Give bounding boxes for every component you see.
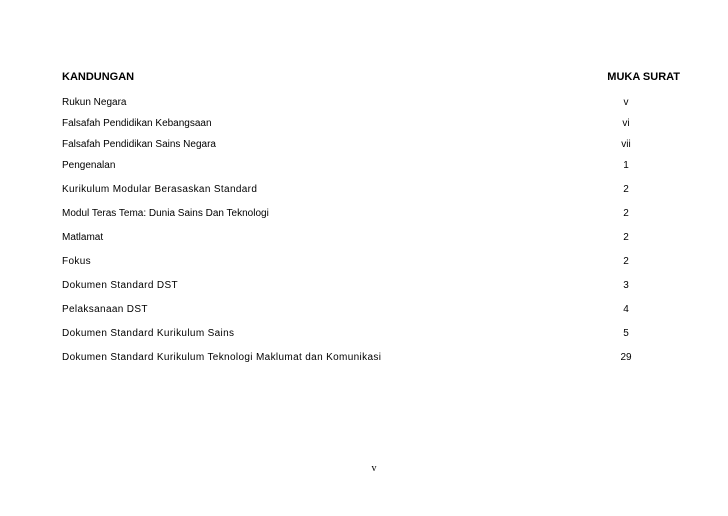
toc-entry-page: 2 xyxy=(623,208,629,219)
page-number: v xyxy=(371,463,377,474)
toc-entry-page: vi xyxy=(622,118,630,129)
toc-list xyxy=(62,92,662,371)
toc-header xyxy=(62,70,680,84)
toc-entry-page: v xyxy=(623,97,629,108)
contents-heading: KANDUNGAN xyxy=(62,71,135,83)
toc-entry-title: Matlamat xyxy=(62,232,104,243)
toc-entry xyxy=(62,251,662,275)
toc-entry xyxy=(62,134,662,155)
page-column-heading: MUKA SURAT xyxy=(607,71,680,83)
toc-entry xyxy=(62,179,662,203)
toc-entry xyxy=(62,203,662,227)
toc-entry-title: Pengenalan xyxy=(62,160,116,171)
toc-entry-page: 2 xyxy=(623,256,629,267)
toc-entry-page: vii xyxy=(621,139,631,150)
toc-entry-title: Dokumen Standard DST xyxy=(62,280,178,291)
toc-entry xyxy=(62,155,662,179)
toc-entry xyxy=(62,275,662,299)
toc-entry-title: Rukun Negara xyxy=(62,97,127,108)
toc-entry xyxy=(62,347,662,371)
toc-entry-page: 4 xyxy=(623,304,629,315)
toc-entry xyxy=(62,92,662,113)
toc-entry-title: Fokus xyxy=(62,256,91,267)
toc-entry-title: Pelaksanaan DST xyxy=(62,304,148,315)
toc-entry-page: 2 xyxy=(623,232,629,243)
toc-entry-page: 2 xyxy=(623,184,629,195)
toc-entry-page: 5 xyxy=(623,328,629,339)
toc-entry-title: Dokumen Standard Kurikulum Teknologi Maklumat dan Komunikasi xyxy=(62,352,382,363)
toc-entry-title: Dokumen Standard Kurikulum Sains xyxy=(62,328,235,339)
toc-entry xyxy=(62,227,662,251)
toc-entry-page: 3 xyxy=(623,280,629,291)
toc-entry xyxy=(62,113,662,134)
toc-entry-page: 29 xyxy=(620,352,632,363)
toc-entry xyxy=(62,299,662,323)
toc-entry-title: Kurikulum Modular Berasaskan Standard xyxy=(62,184,258,195)
toc-entry xyxy=(62,323,662,347)
toc-entry-title: Modul Teras Tema: Dunia Sains Dan Teknologi xyxy=(62,208,269,219)
toc-entry-page: 1 xyxy=(623,160,629,171)
toc-entry-title: Falsafah Pendidikan Sains Negara xyxy=(62,139,216,150)
toc-entry-title: Falsafah Pendidikan Kebangsaan xyxy=(62,118,212,129)
